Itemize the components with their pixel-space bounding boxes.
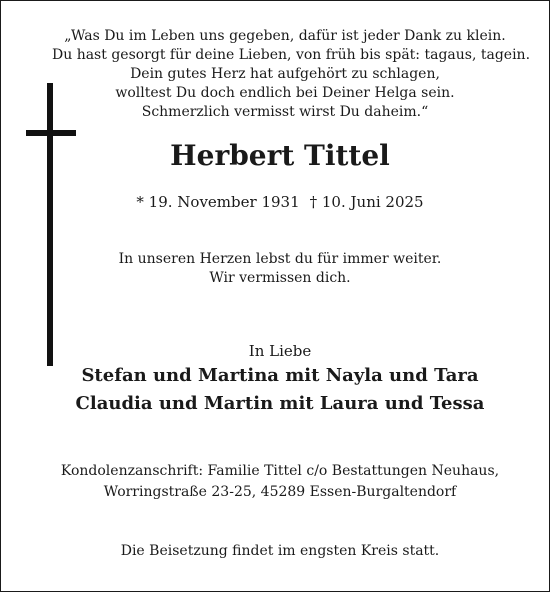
quote-line: „Was Du im Leben uns gegeben, dafür ist jeder Dank zu klein. [64, 28, 506, 44]
death-date: † 10. Juni 2025 [309, 193, 424, 211]
condolence-address [40, 461, 520, 503]
quote-line: Dein gutes Herz hat aufgehört zu schlagen, [130, 66, 440, 82]
address-line: Kondolenzanschrift: Familie Tittel c/o Bestattungen Neuhaus, [60, 463, 500, 479]
address-line: Worringstraße 23-25, 45289 Essen-Burgaltendorf [103, 484, 457, 500]
funeral-note: Die Beisetzung findet im engsten Kreis statt. [120, 543, 440, 559]
memorial-line: Wir vermissen dich. [209, 270, 351, 286]
life-dates [60, 192, 500, 212]
quote-line: Du hast gesorgt für deine Lieben, von früh bis spät: tagaus, tagein. [52, 47, 531, 63]
mourners-list [40, 362, 520, 418]
in-love-label: In Liebe [248, 342, 312, 360]
quote-line: Schmerzlich vermisst wirst Du daheim.“ [141, 104, 429, 120]
poem-quote [52, 27, 531, 122]
deceased-name: Herbert Tittel [170, 139, 390, 172]
cross-horizontal-bar [26, 130, 76, 136]
mourner-line: Claudia und Martin mit Laura und Tessa [75, 393, 485, 414]
cross-vertical-bar [47, 83, 53, 366]
birth-date: * 19. November 1931 [136, 193, 300, 211]
quote-line: wolltest Du doch endlich bei Deiner Helga sein. [115, 85, 455, 101]
memorial-line: In unseren Herzen lebst du für immer weiter. [118, 251, 442, 267]
memorial-text [60, 250, 500, 288]
mourner-line: Stefan und Martina mit Nayla und Tara [81, 365, 479, 386]
